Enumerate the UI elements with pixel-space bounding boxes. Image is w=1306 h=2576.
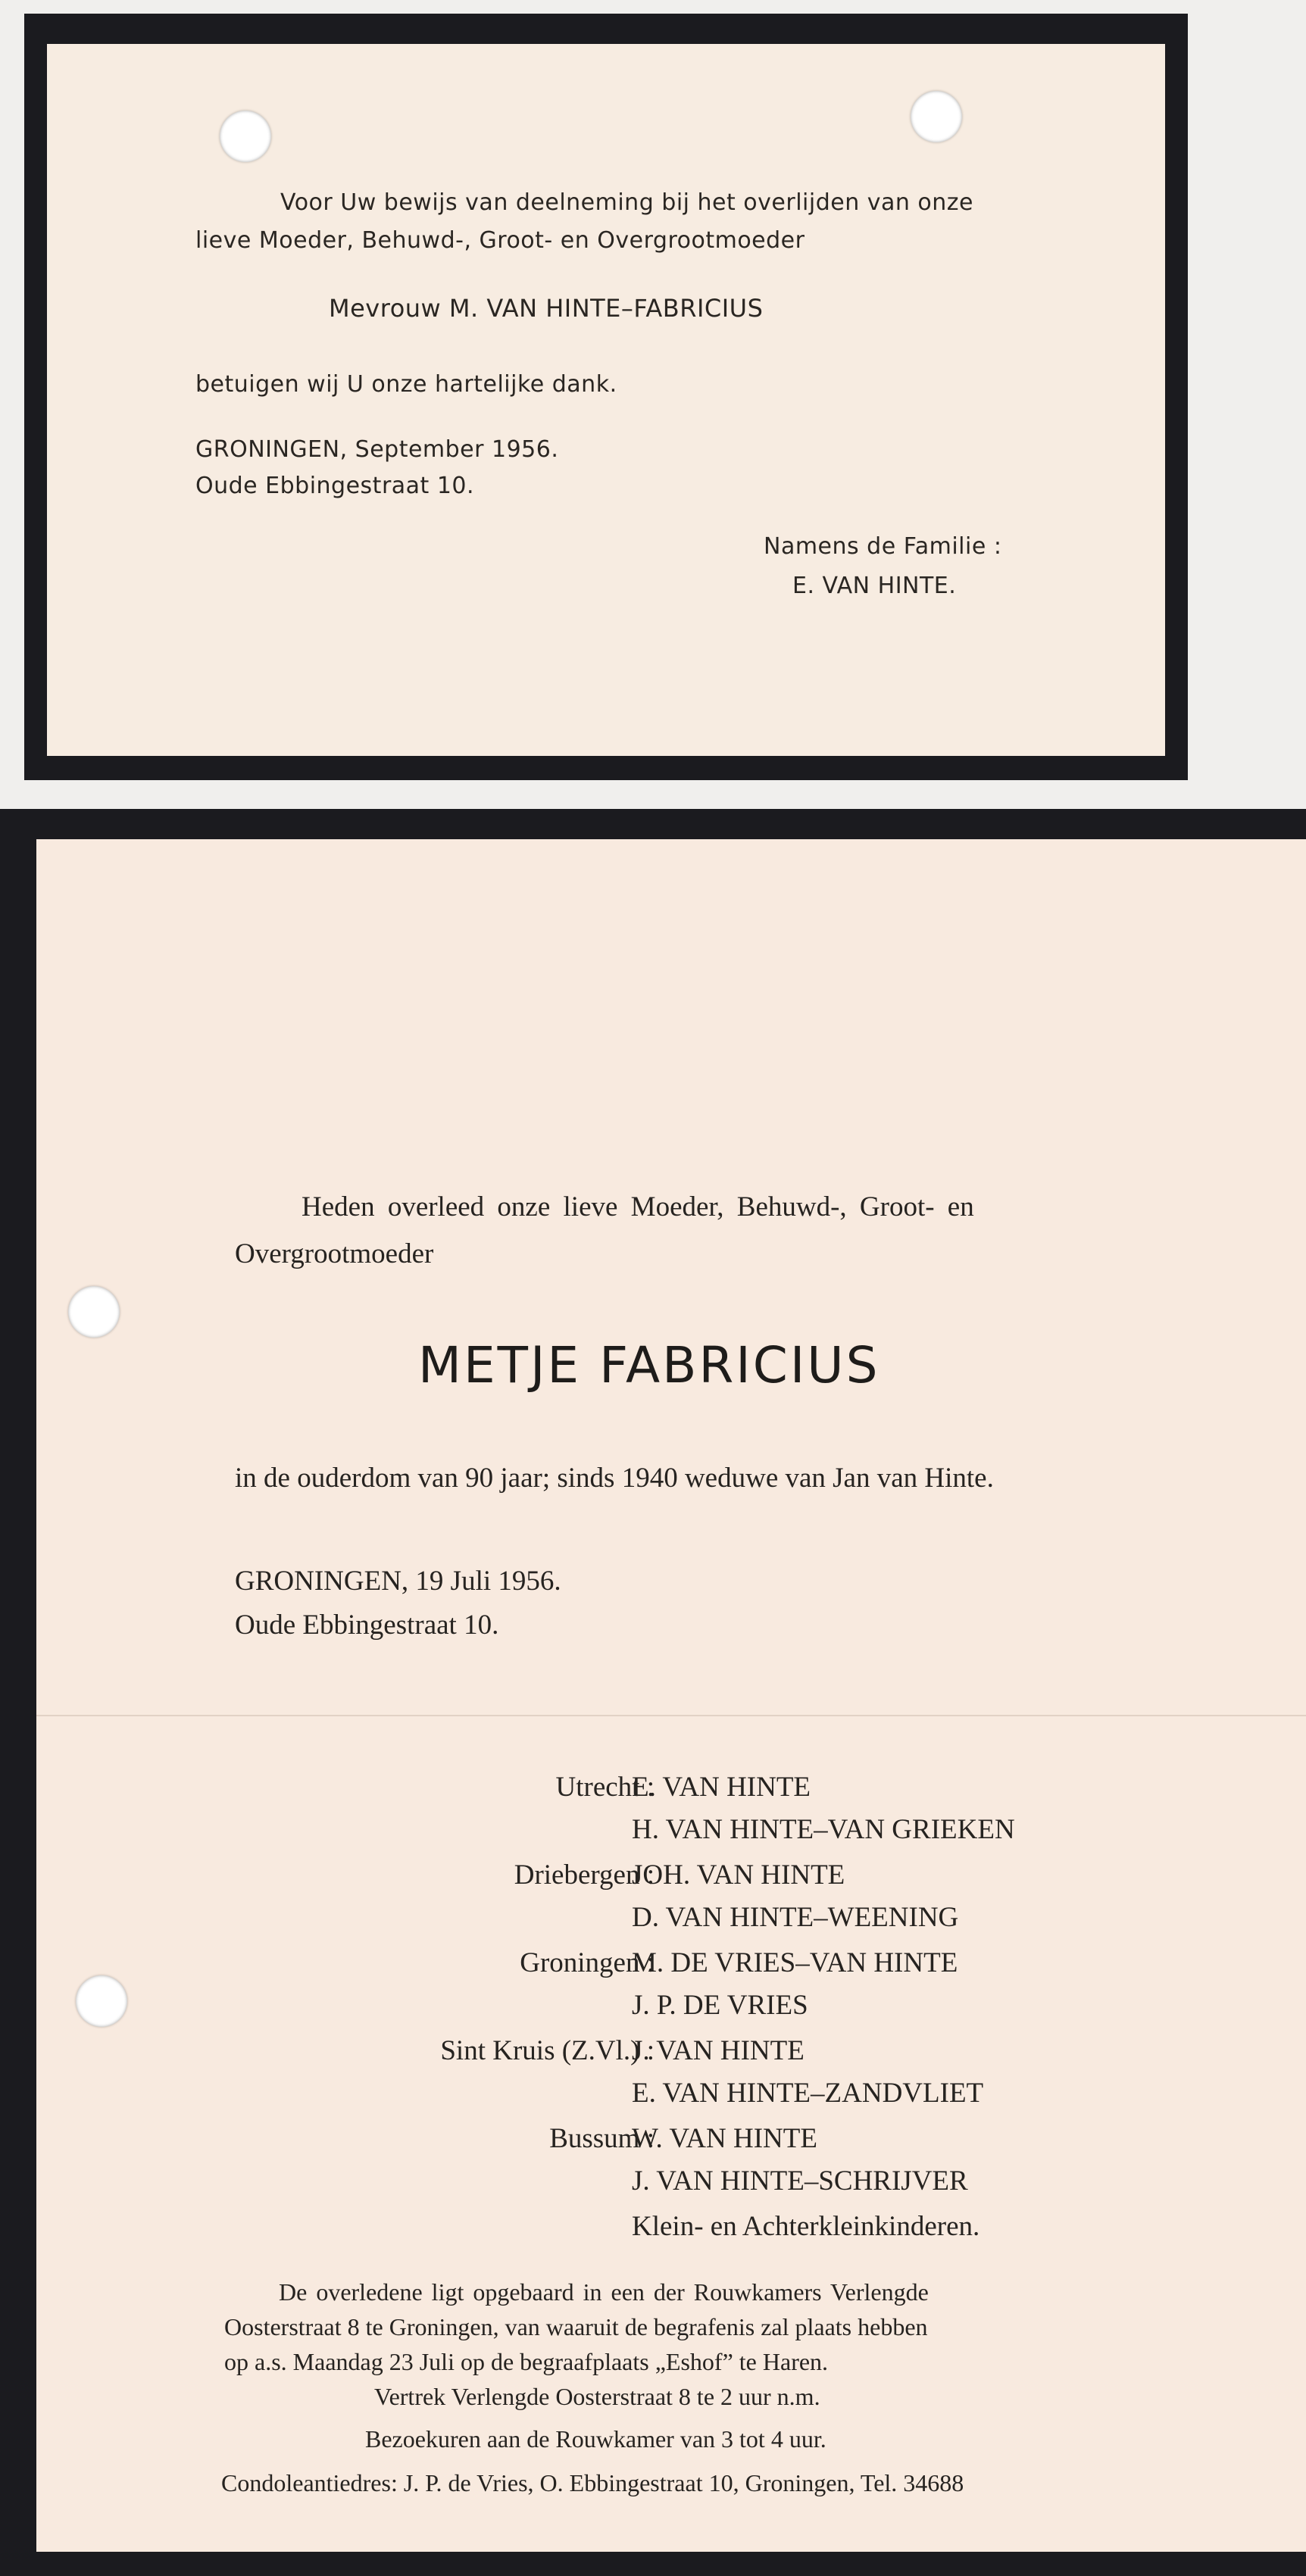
departure-line: Vertrek Verlengde Oosterstraat 8 te 2 uur n.m. [374,2383,820,2410]
announcement-place-date: GRONINGEN, 19 Juli 1956. [235,1566,561,1597]
punch-hole-right [911,91,962,142]
announcement-address: Oude Ebbingestraat 10. [235,1610,499,1641]
family-name: E. VAN HINTE–ZANDVLIET [632,2078,984,2109]
thank-you-card [24,14,1188,780]
announcement-paper [36,839,1306,2552]
family-place-bussum: Bussum : [549,2123,655,2154]
signer-name: E. VAN HINTE. [792,573,957,599]
punch-hole-left [220,111,271,162]
family-name: J. P. DE VRIES [632,1990,808,2021]
family-name: E. VAN HINTE [632,1772,811,1803]
family-name: JOH. VAN HINTE [632,1859,845,1891]
funeral-notice-line-2: Oosterstraat 8 te Groningen, van waaruit de begrafenis zal plaats hebben [224,2313,928,2340]
punch-hole-top [68,1286,120,1338]
age-widow-line: in de ouderdom van 90 jaar; sinds 1940 weduwe van Jan van Hinte. [235,1463,994,1494]
punch-hole-bottom [76,1975,127,2027]
family-name: H. VAN HINTE–VAN GRIEKEN [632,1814,1015,1845]
funeral-notice-line-1: De overledene ligt opgebaard in een der Rouwkamers Verlengde [279,2278,929,2306]
family-name: W. VAN HINTE [632,2123,817,2154]
family-name: D. VAN HINTE–WEENING [632,1902,959,1933]
thanks-intro-line-2: lieve Moeder, Behuwd-, Groot- en Overgrootmoeder [195,227,805,254]
deceased-name-heading: METJE FABRICIUS [418,1336,880,1394]
thanks-place-date: GRONINGEN, September 1956. [195,436,559,463]
thanks-address: Oude Ebbingestraat 10. [195,473,475,499]
announcement-intro-line-1: Heden overleed onze lieve Moeder, Behuwd-, Groot- en [302,1191,974,1222]
thanks-intro-line-1: Voor Uw bewijs van deelneming bij het overlijden van onze [280,189,974,216]
announcement-intro-line-2: Overgrootmoeder [235,1238,434,1269]
thanks-message: betuigen wij U onze hartelijke dank. [195,371,617,398]
family-place-sint-kruis: Sint Kruis (Z.Vl.) : [440,2035,655,2066]
family-name: J. VAN HINTE [632,2035,805,2066]
grandchildren-line: Klein- en Achterkleinkinderen. [632,2211,980,2242]
visiting-hours-line: Bezoekuren aan de Rouwkamer van 3 tot 4 uur. [365,2425,826,2453]
funeral-notice-line-3: op a.s. Maandag 23 Juli op de begraafplaats „Eshof” te Haren. [224,2348,829,2375]
family-name: M. DE VRIES–VAN HINTE [632,1947,958,1978]
condolence-address-line: Condoleantiedres: J. P. de Vries, O. Ebbingestraat 10, Groningen, Tel. 34688 [221,2469,964,2496]
death-announcement-card [0,809,1306,2576]
thanks-deceased-name: Mevrouw M. VAN HINTE–FABRICIUS [329,294,764,323]
on-behalf-label: Namens de Familie : [764,533,1002,560]
thank-you-card-paper [47,44,1165,756]
family-place-driebergen: Driebergen : [514,1859,655,1891]
family-name: J. VAN HINTE–SCHRIJVER [632,2165,968,2197]
family-place-groningen: Groningen : [520,1947,655,1978]
paper-fold-line [36,1715,1306,1716]
family-place-utrecht: Utrecht : [555,1772,655,1803]
